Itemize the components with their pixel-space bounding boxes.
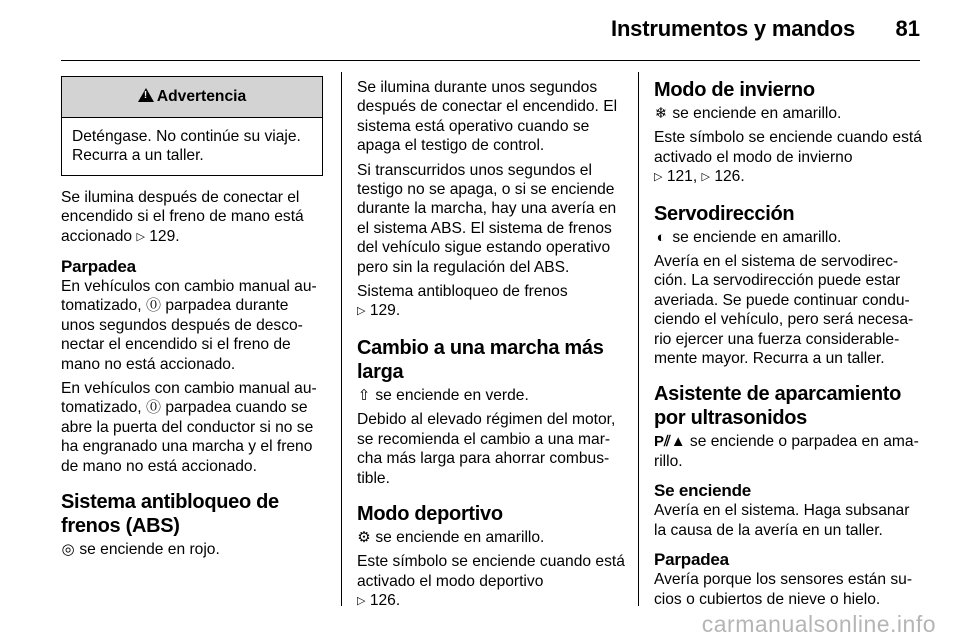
parking-assist-icon: P⫽▲ — [654, 433, 686, 451]
page-header-title: Instrumentos y mandos — [611, 16, 855, 41]
abs-icon: ◎ — [61, 541, 75, 559]
reference-arrow-icon: ▷ — [357, 305, 366, 318]
warning-title: Advertencia — [156, 88, 247, 105]
paragraph: Debido al elevado régimen del motor, se recomienda el cambio a una mar-cha más larga para ahorrar combus-tible. — [357, 411, 616, 487]
upshift-icon: ⇧ — [357, 386, 371, 404]
header-rule — [61, 60, 920, 61]
paragraph: Se ilumina durante unos segundos después de conectar el encendido. El sistema está operativo cuando se apaga el testigo de control. — [357, 79, 618, 155]
reference-arrow-icon: ▷ — [701, 171, 710, 184]
watermark: carmanualsonline.info — [701, 611, 936, 637]
winter-mode-icon: ❄ — [654, 105, 668, 122]
paragraph: ◎ se enciende en rojo. — [61, 541, 220, 559]
column-3 — [654, 78, 922, 614]
paragraph: Se ilumina después de conectar el encendido si el freno de mano está accionado ▷ 129. — [61, 188, 304, 245]
sport-mode-icon: ⚙ — [357, 528, 371, 546]
paragraph: ⚙ se enciende en amarillo. — [357, 528, 545, 546]
brake-warning-icon: ⓪ — [145, 399, 161, 417]
heading-servodireccion: Servodirección — [654, 202, 795, 225]
heading-invierno: Modo de invierno — [654, 79, 815, 101]
subheading-parpadea: Parpadea — [61, 257, 136, 277]
paragraph: En vehículos con cambio manual au-tomatizado, ⓪ parpadea durante unos segundos después de desco-nectar el encendido si el freno de mano no está accionado. — [61, 278, 317, 373]
subheading-parpadea: Parpadea — [654, 550, 729, 570]
warning-box — [61, 76, 323, 176]
paragraph: Este símbolo se enciende cuando está activado el modo de invierno ▷ 121, ▷ 126. — [654, 129, 922, 186]
paragraph: Avería en el sistema de servodirec-ción. La servodirección puede estar averiada. Se puede continuar condu-ciendo el vehículo, pero será necesa-rio ejercer una fuerza considerable-mente mayor. Recurra a un taller. — [654, 253, 914, 368]
column-divider-2 — [638, 72, 639, 606]
column-1 — [61, 76, 323, 565]
paragraph: Sistema antibloqueo de frenos ▷ 129. — [357, 283, 568, 320]
paragraph: ❄ se enciende en amarillo. — [654, 105, 842, 122]
paragraph: Avería porque los sensores están su-cios o cubiertos de nieve o hielo. — [654, 571, 913, 608]
warning-header — [62, 77, 322, 118]
reference-arrow-icon: ▷ — [654, 171, 663, 184]
subheading-se-enciende: Se enciende — [654, 481, 752, 501]
paragraph: En vehículos con cambio manual au-tomatizado, ⓪ parpadea cuando se abre la puerta del conductor si no se ha engranado una marcha y el freno de mano no está accionado. — [61, 380, 317, 475]
brake-warning-icon: ⓪ — [145, 297, 161, 315]
heading-asistente: Asistente de aparcamiento por ultrasonidos — [654, 383, 902, 430]
heading-deportivo: Modo deportivo — [357, 502, 503, 525]
power-steering-icon: ◐ — [656, 228, 666, 246]
warning-text: Deténgase. No continúe su viaje. Recurra a un taller. — [72, 128, 301, 165]
paragraph: ⇧ se enciende en verde. — [357, 386, 529, 404]
paragraph: Si transcurridos unos segundos el testigo no se apaga, o si se enciende durante la marcha, hay una avería en el sistema ABS. El sistema de frenos del vehículo sigue estando operativo pero sin la regulación del ABS. — [357, 161, 617, 276]
paragraph: P⫽▲ se enciende o parpadea en ama-rillo. — [654, 433, 919, 470]
paragraph: ◐ se enciende en amarillo. — [654, 228, 922, 247]
column-divider-1 — [341, 72, 342, 606]
page-number: 81 — [895, 16, 920, 41]
reference-arrow-icon: ▷ — [357, 595, 366, 608]
reference-arrow-icon: ▷ — [136, 230, 145, 243]
warning-triangle-icon — [138, 88, 154, 102]
column-2 — [357, 78, 625, 617]
paragraph: Este símbolo se enciende cuando está activado el modo deportivo ▷ 126. — [357, 553, 625, 610]
paragraph: Avería en el sistema. Haga subsanar la causa de la avería en un taller. — [654, 502, 910, 539]
heading-cambio: Cambio a una marcha más larga — [357, 336, 604, 383]
heading-abs: Sistema antibloqueo de frenos (ABS) — [61, 491, 279, 538]
